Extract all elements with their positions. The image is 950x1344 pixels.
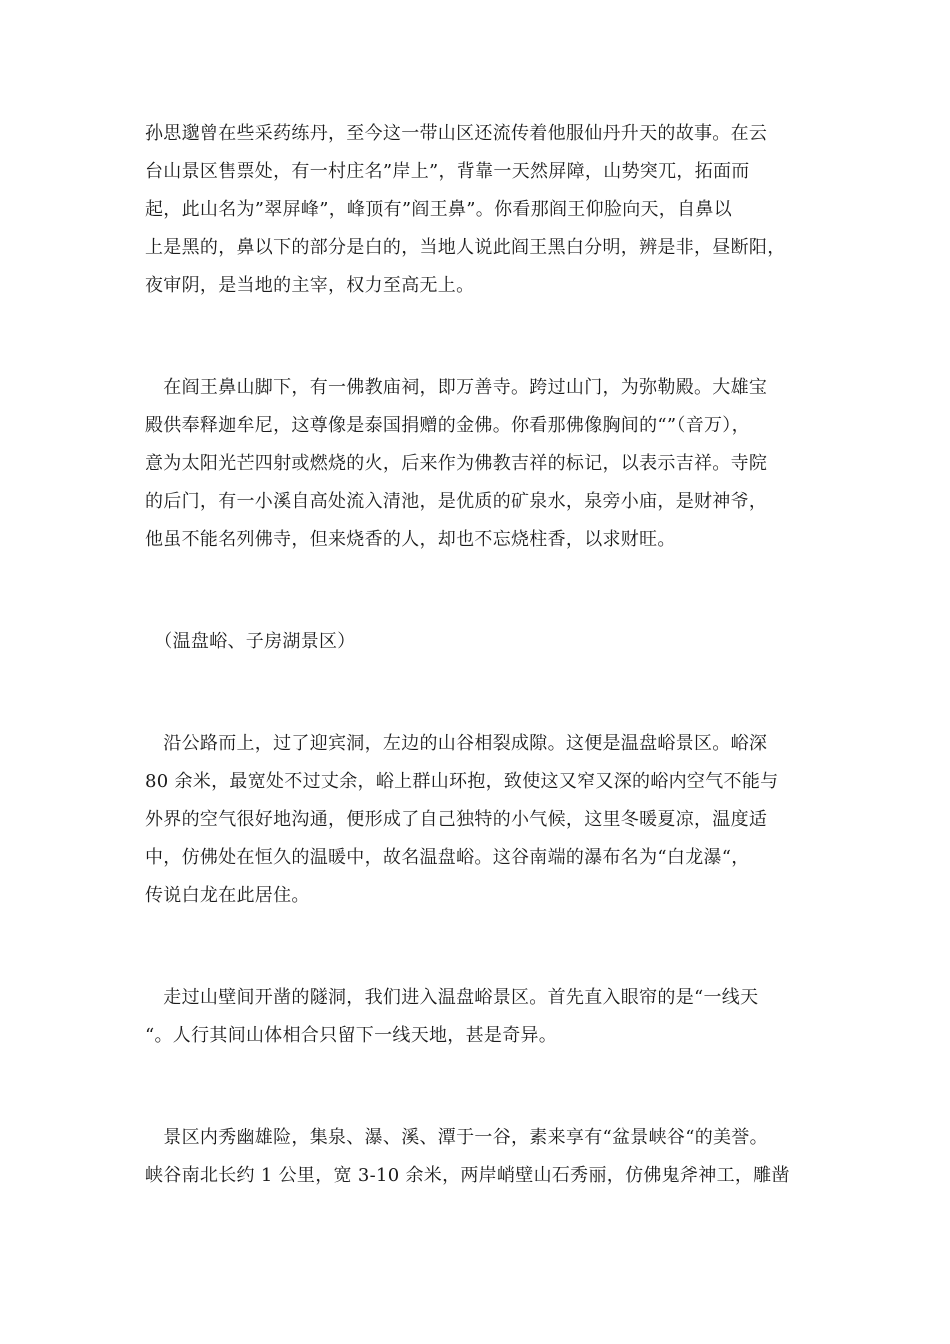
text-line: 峡谷南北长约 1 公里，宽 3-10 余米，两岸峭壁山石秀丽，仿佛鬼斧神工，雕凿 [145, 1165, 790, 1186]
text-line: 的后门，有一小溪自高处流入清池，是优质的矿泉水，泉旁小庙，是财神爷， [145, 491, 768, 512]
text-line: 景区内秀幽雄险，集泉、瀑、溪、潭于一谷，素来享有“盆景峡谷“的美誉。 [145, 1127, 768, 1148]
text-line: 在阎王鼻山脚下，有一佛教庙祠，即万善寺。跨过山门，为弥勒殿。大雄宝 [145, 377, 768, 398]
text-line: 孙思邈曾在些采药练丹，至今这一带山区还流传着他服仙丹升天的故事。在云 [145, 123, 768, 144]
text-line: 他虽不能名列佛寺，但来烧香的人，却也不忘烧柱香，以求财旺。 [145, 529, 676, 550]
text-line: 台山景区售票处，有一村庄名”岸上”，背靠一天然屏障，山势突兀，拓面而 [145, 161, 750, 182]
text-line: 起，此山名为”翠屏峰”，峰顶有”阎王鼻”。你看那阎王仰脸向天，自鼻以 [145, 199, 733, 220]
text-line: 中，仿佛处在恒久的温暖中，故名温盘峪。这谷南端的瀑布名为“白龙瀑“， [145, 847, 750, 868]
text-line: 殿供奉释迦牟尼，这尊像是泰国捐赠的金佛。你看那佛像胸间的“”（音万）， [145, 415, 750, 436]
text-line: 走过山壁间开凿的隧洞，我们进入温盘峪景区。首先直入眼帘的是“一线天 [145, 987, 759, 1008]
text-line: 传说白龙在此居住。 [145, 885, 310, 906]
text-line: 沿公路而上，过了迎宾洞，左边的山谷相裂成隙。这便是温盘峪景区。峪深 [145, 733, 768, 754]
text-line: 意为太阳光芒四射或燃烧的火，后来作为佛教吉祥的标记，以表示吉祥。寺院 [145, 453, 768, 474]
text-line: 80 余米，最宽处不过丈余，峪上群山环抱，致使这又窄又深的峪内空气不能与 [145, 771, 779, 792]
text-line: 上是黑的，鼻以下的部分是白的，当地人说此阎王黑白分明，辨是非，昼断阳， [145, 237, 786, 258]
text-line: 夜审阴，是当地的主宰，权力至高无上。 [145, 275, 475, 296]
text-line: （温盘峪、子房湖景区） [145, 631, 356, 652]
text-line: “。人行其间山体相合只留下一线天地，甚是奇异。 [145, 1025, 558, 1046]
text-line: 外界的空气很好地沟通，便形成了自己独特的小气候，这里冬暖夏凉，温度适 [145, 809, 768, 830]
